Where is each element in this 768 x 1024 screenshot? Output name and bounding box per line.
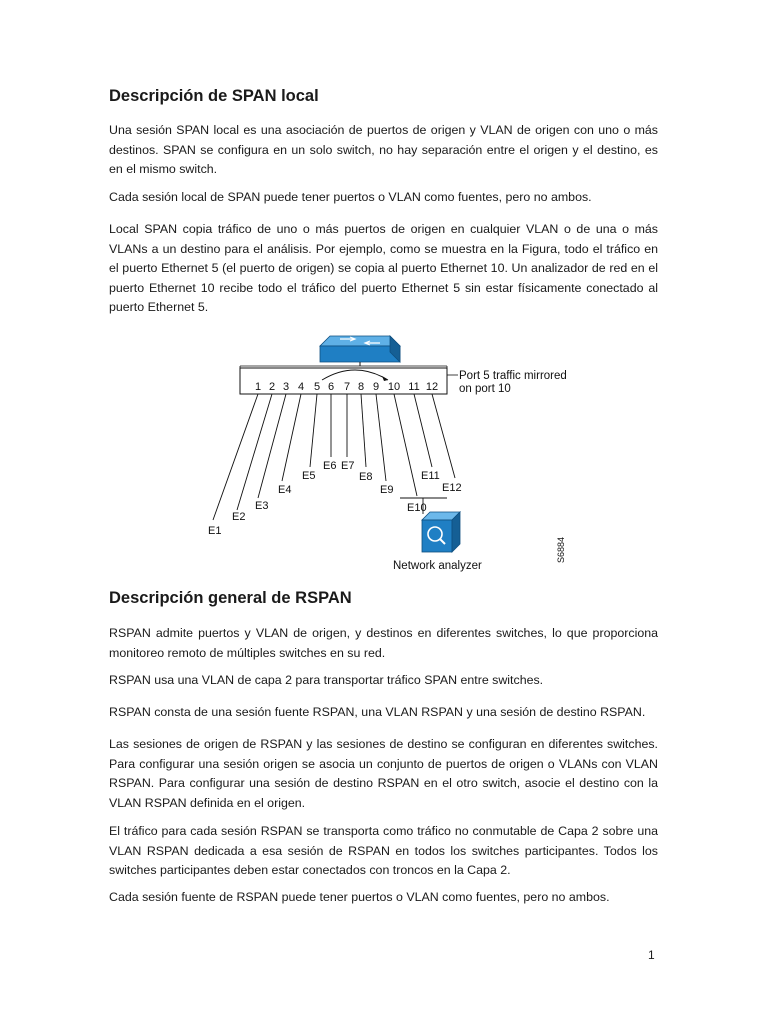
endpoint-label: E9 — [380, 484, 394, 496]
endpoint-label: E8 — [359, 471, 373, 483]
paragraph-rspan-configuration: Las sesiones de origen de RSPAN y las sesiones de destino se configuran en diferentes switches. Para configurar una sesión origen se asocia un conjunto de puertos de origen o VLANs con VLAN RSPAN. Para configurar una sesión de destino RSPAN en el otro switch, asocie el destino con la VLAN RSPAN definida en el origen. — [109, 737, 658, 810]
heading-local-span: Descripción de SPAN local — [109, 87, 319, 105]
endpoint-label: E10 — [407, 502, 427, 514]
paragraph-span-example: Local SPAN copia tráfico de uno o más puertos de origen en cualquier VLAN o de una o más VLANs a un destino para el análisis. Por ejemplo, como se muestra en la Figura, todo el tráfico en el puerto Ethernet 5 (el puerto de origen) se copia al puerto Ethernet 10. Un analizador de red en el puerto Ethernet 10 recibe todo el tráfico del puerto Ethernet 5 sin estar físicamente conectado al puerto Ethernet 5. — [109, 222, 658, 314]
endpoint-label: E6 — [323, 460, 337, 472]
endpoint-label: E1 — [208, 525, 222, 537]
endpoint-label: E4 — [278, 484, 292, 496]
port-label: 1 — [254, 381, 262, 393]
span-diagram — [200, 328, 580, 578]
port-label: 4 — [297, 381, 305, 393]
port-label: 5 — [313, 381, 321, 393]
endpoint-label: E3 — [255, 500, 269, 512]
paragraph-rspan-transport: El tráfico para cada sesión RSPAN se transporta como tráfico no conmutable de Capa 2 sobre una VLAN RSPAN dedicada a esa sesión de RSPAN en todos los switches participantes. Todos los switches participantes deben estar conectados con troncos en la Capa 2. — [109, 824, 658, 877]
network-analyzer-icon — [422, 512, 460, 552]
paragraph-rspan-sources: Cada sesión fuente de RSPAN puede tener puertos o VLAN como fuentes, pero no ambos. — [109, 890, 610, 904]
heading-rspan: Descripción general de RSPAN — [109, 589, 352, 607]
port-label: 11 — [408, 381, 420, 393]
page-number: 1 — [648, 948, 655, 962]
port-label: 9 — [372, 381, 380, 393]
port-label: 6 — [327, 381, 335, 393]
port-label: 7 — [343, 381, 351, 393]
paragraph-rspan-components: RSPAN consta de una sesión fuente RSPAN, una VLAN RSPAN y una sesión de destino RSPAN. — [109, 705, 646, 719]
port-label: 10 — [387, 381, 401, 393]
endpoint-label: E12 — [442, 482, 462, 494]
port-label: 3 — [282, 381, 290, 393]
paragraph-rspan-overview: RSPAN admite puertos y VLAN de origen, y destinos en diferentes switches, lo que proporciona monitoreo remoto de múltiples switches en su red. — [109, 626, 658, 660]
endpoint-label: E2 — [232, 511, 246, 523]
paragraph-span-definition: Una sesión SPAN local es una asociación de puertos de origen y VLAN de origen con uno o más destinos. SPAN se configura en un solo switch, no hay separación entre el origen y el destino, es en el mismo switch. — [109, 123, 658, 176]
mirror-label-line2: on port 10 — [459, 383, 511, 395]
port-label: 2 — [268, 381, 276, 393]
port-label: 12 — [425, 381, 439, 393]
paragraph-span-sources: Cada sesión local de SPAN puede tener puertos o VLAN como fuentes, pero no ambos. — [109, 190, 592, 204]
figure-id: S6884 — [556, 536, 566, 564]
port-label: 8 — [357, 381, 365, 393]
endpoint-label: E11 — [421, 470, 440, 482]
endpoint-label: E7 — [341, 460, 355, 472]
endpoint-label: E5 — [302, 470, 316, 482]
network-analyzer-label: Network analyzer — [393, 560, 482, 572]
mirror-label-line1: Port 5 traffic mirrored — [459, 370, 567, 382]
paragraph-rspan-vlan: RSPAN usa una VLAN de capa 2 para transportar tráfico SPAN entre switches. — [109, 673, 544, 687]
switch-icon — [320, 336, 400, 366]
